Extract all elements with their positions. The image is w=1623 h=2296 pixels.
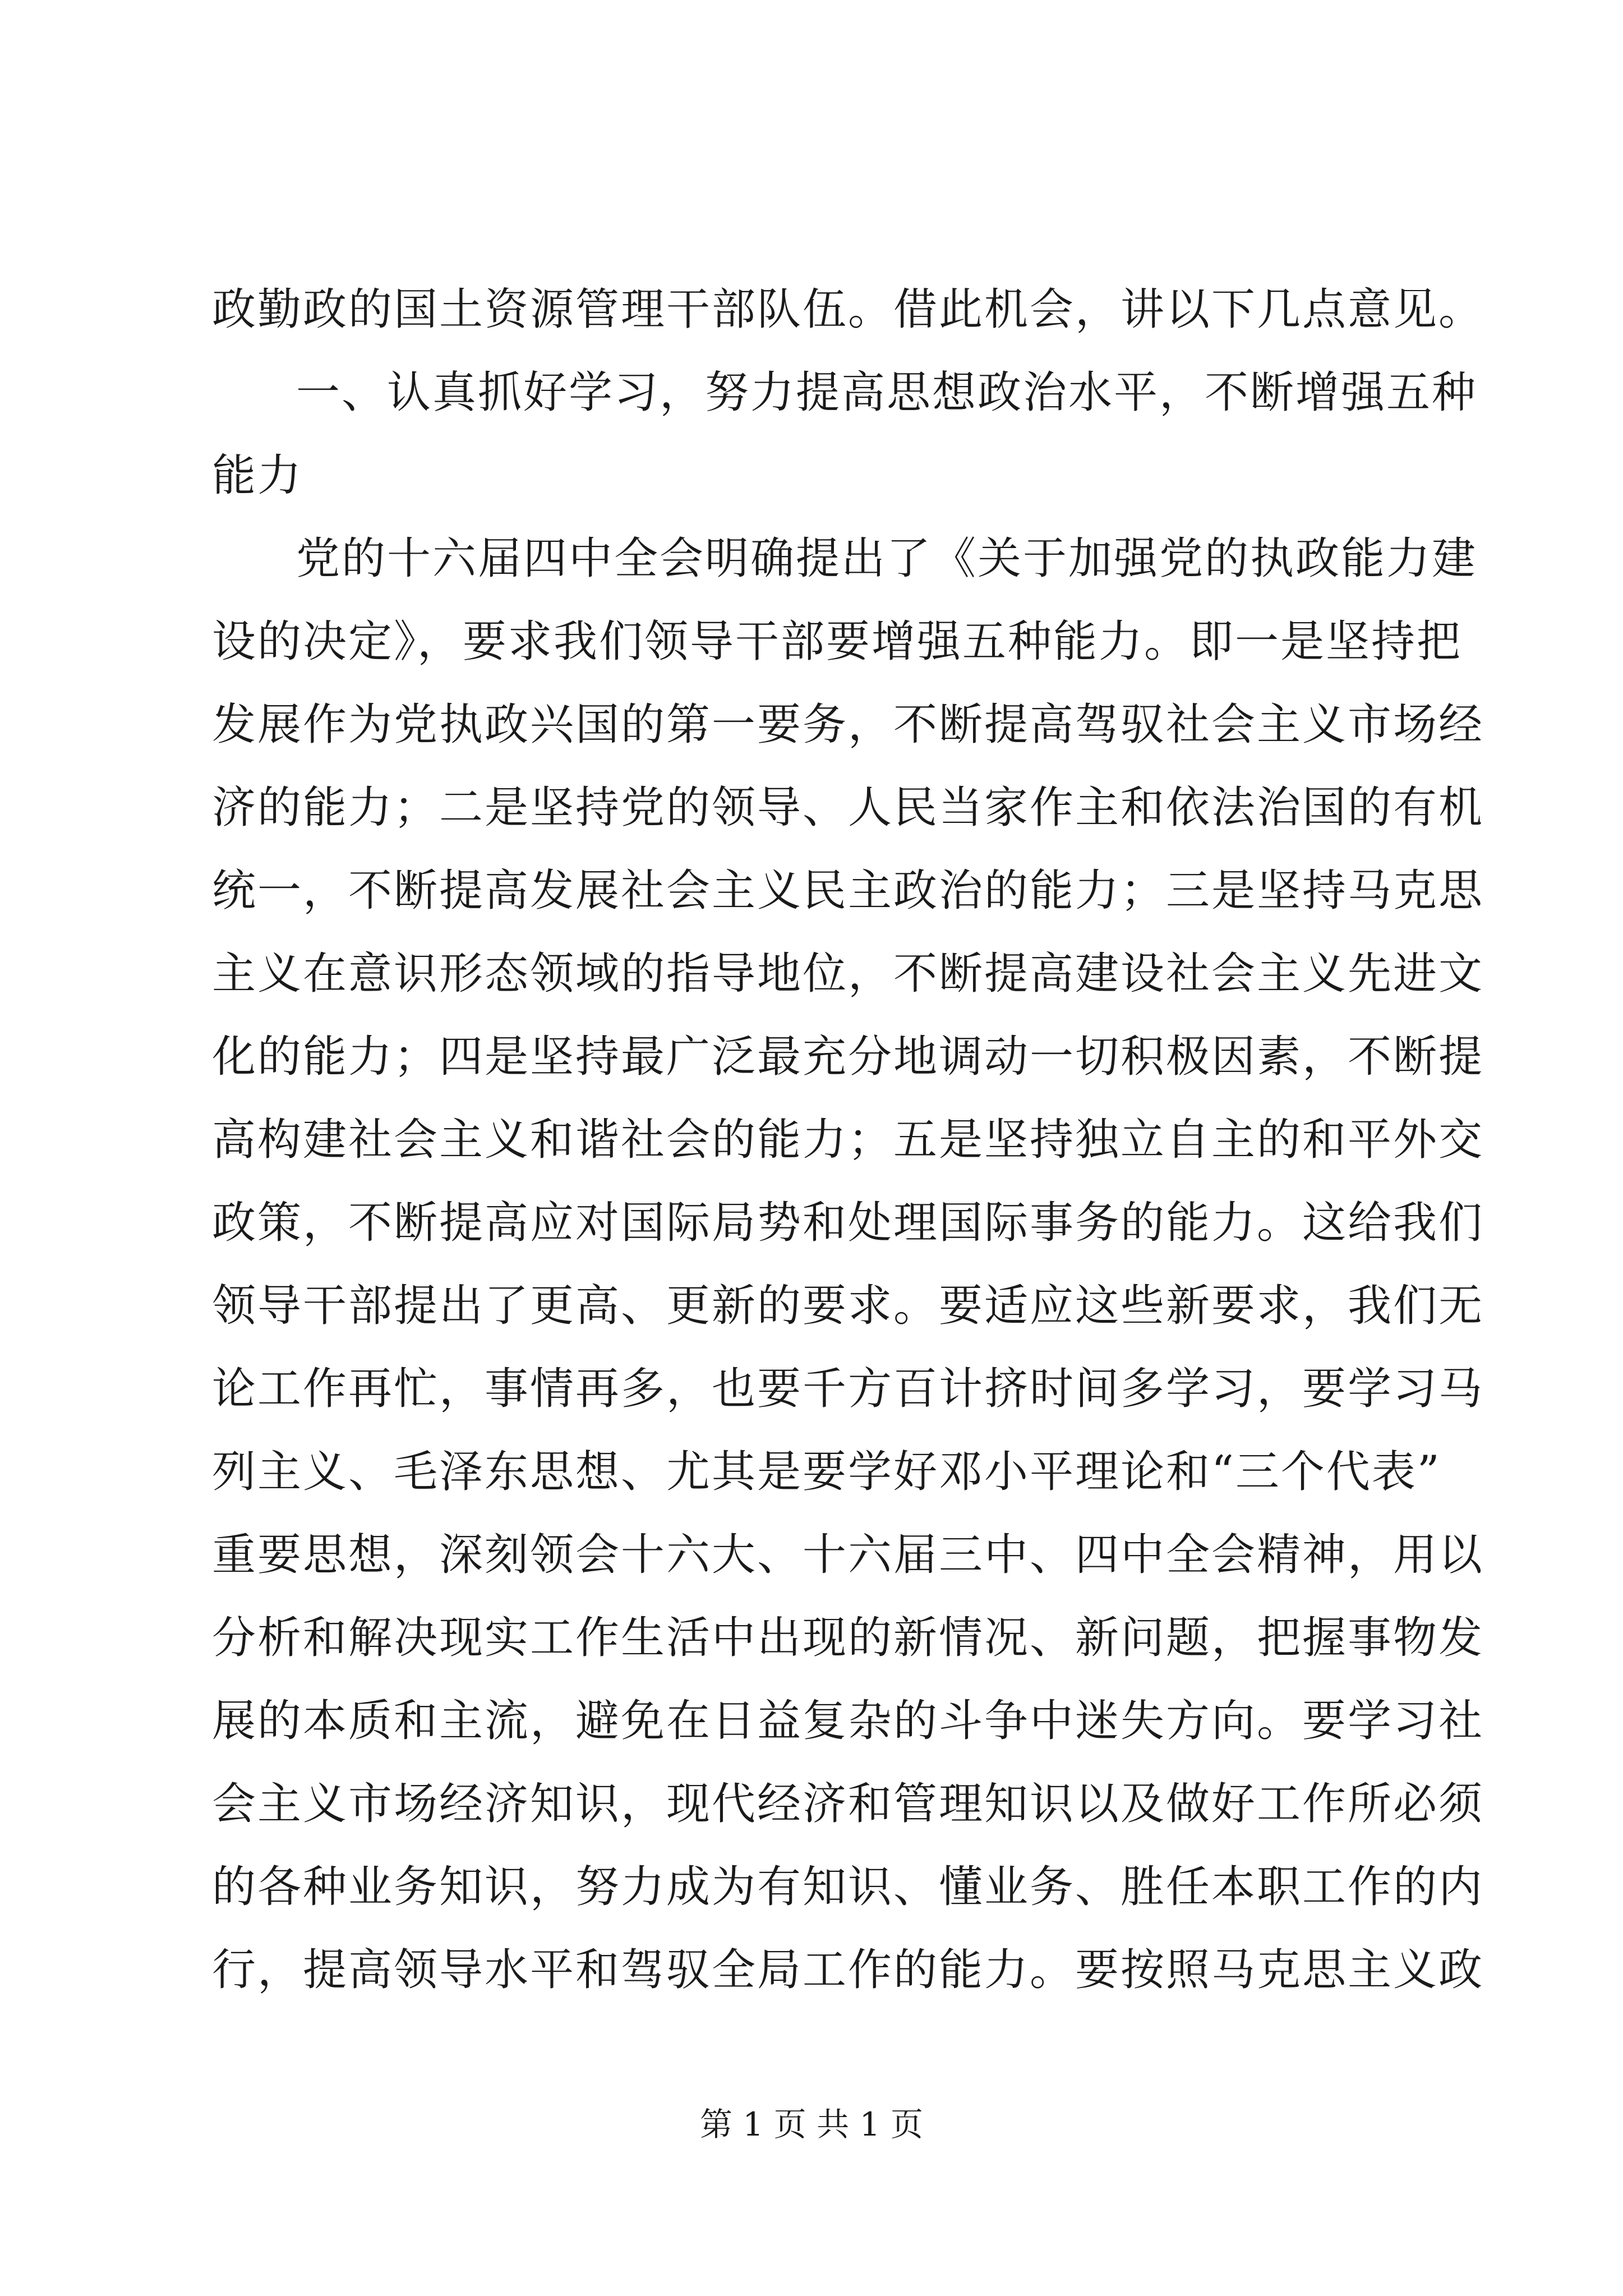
text-line: 论工作再忙，事情再多，也要千方百计挤时间多学习，要学习马: [212, 1364, 1484, 1414]
text-line: 设的决定》，要求我们领导干部要增强五种能力。即一是坚持把: [212, 616, 1463, 667]
text-line: 发展作为党执政兴国的第一要务，不断提高驾驭社会主义市场经: [212, 700, 1484, 750]
text-line: 领导干部提出了更高、更新的要求。要适应这些新要求，我们无: [212, 1281, 1484, 1331]
text-line: 高构建社会主义和谐社会的能力；五是坚持独立自主的和平外交: [212, 1115, 1484, 1165]
text-line: 化的能力；四是坚持最广泛最充分地调动一切积极因素，不断提: [212, 1032, 1484, 1082]
text-line: 会主义市场经济知识，现代经济和管理知识以及做好工作所必须: [212, 1779, 1484, 1829]
text-line: 分析和解决现实工作生活中出现的新情况、新问题，把握事物发: [212, 1613, 1484, 1663]
section-heading-line: 能力: [212, 450, 303, 501]
text-line: 政勤政的国土资源管理干部队伍。借此机会，讲以下几点意见。: [212, 284, 1484, 335]
section-heading-line: 一、认真抓好学习，努力提高思想政治水平，不断增强五种: [296, 367, 1478, 418]
page-number-label: 第 1 页 共 1 页: [700, 2105, 923, 2143]
text-line: 统一，不断提高发展社会主义民主政治的能力；三是坚持马克思: [212, 866, 1484, 916]
text-line: 重要思想，深刻领会十六大、十六届三中、四中全会精神，用以: [212, 1530, 1484, 1580]
page-footer: [0, 2105, 1623, 2144]
text-line: 列主义、毛泽东思想、尤其是要学好邓小平理论和“三个代表”: [212, 1447, 1441, 1497]
text-line: 济的能力；二是坚持党的领导、人民当家作主和依法治国的有机: [212, 783, 1484, 833]
text-line: 的各种业务知识，努力成为有知识、懂业务、胜任本职工作的内: [212, 1862, 1484, 1912]
text-line: 党的十六届四中全会明确提出了《关于加强党的执政能力建: [296, 533, 1478, 584]
text-line: 展的本质和主流，避免在日益复杂的斗争中迷失方向。要学习社: [212, 1696, 1484, 1746]
text-line: 主义在意识形态领域的指导地位，不断提高建设社会主义先进文: [212, 949, 1484, 999]
document-body: [212, 268, 1484, 2012]
text-line: 行，提高领导水平和驾驭全局工作的能力。要按照马克思主义政: [212, 1945, 1484, 1995]
text-line: 政策，不断提高应对国际局势和处理国际事务的能力。这给我们: [212, 1198, 1484, 1248]
